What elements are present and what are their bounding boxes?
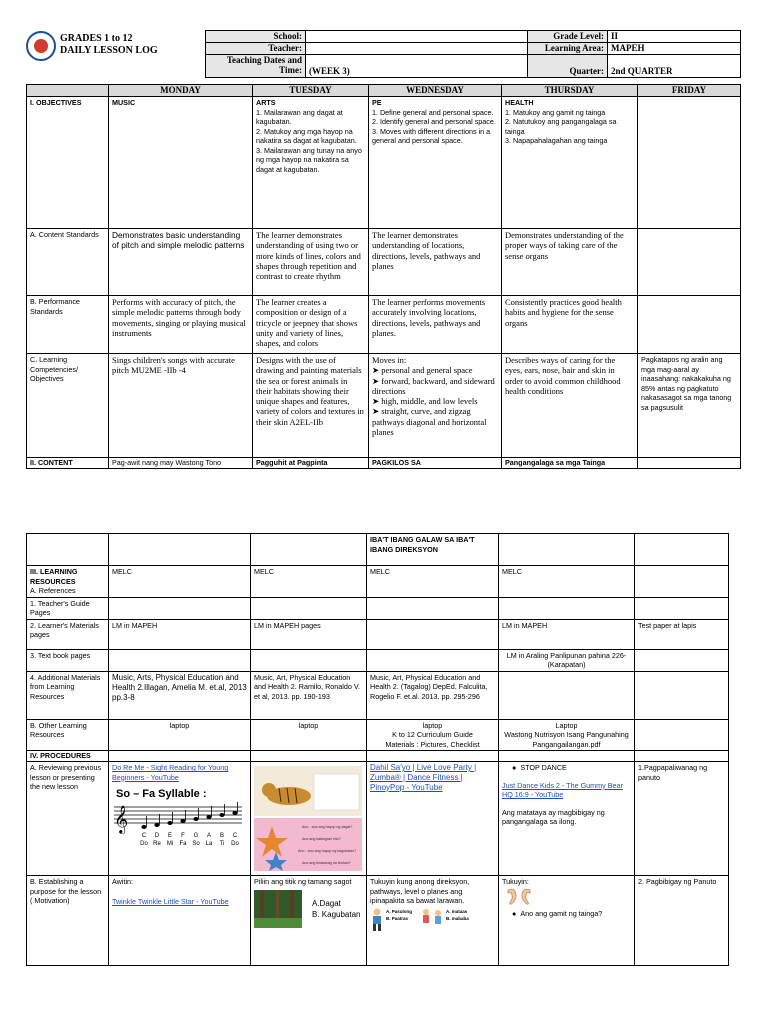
performance-standards-wednesday: The learner performs movements accurately involving locations, directions, levels, pathways and planes. [369,296,502,354]
learners-materials-thursday: LM in MAPEH [499,619,635,649]
solfa-note [167,821,172,825]
other-resources-thursday: Laptop Wastong Nutrisyon Isang Pangunahing Pangangailangan.pdf [499,719,635,751]
performance-standards-tuesday: The learner creates a composition or design of a tricycle or jeepney that shows unity and variety of lines, shapes, and colors [253,296,369,354]
objectives-friday [638,97,741,229]
ear-question-text: Ano ang gamit ng tainga? [520,909,603,918]
grade-level-value: II [608,31,741,43]
teacher-value [306,43,528,55]
performance-standards-monday: Performs with accuracy of pitch, the simple melodic patterns through body movements, singing or playing musical instruments [109,296,253,354]
reviewing-wednesday [367,762,499,876]
additional-materials-wednesday: Music, Art, Physical Education and Health 2. (Tagalog) DepEd. Falculita, Rogelio F. et.al. 2013. pp. 295-296 [367,671,499,719]
purpose-wednesday-text: Tukuyin kung anong direksyon, pathways, level o planes ang ipinapakita sa bawat larawan. [370,877,470,905]
solfa-title: So – Fa Syllable : [116,788,207,800]
purpose-wednesday [367,876,499,966]
resources-monday: MELC [109,566,251,598]
learners-materials-label: 2. Learner's Materials pages [27,619,109,649]
competencies-wed-item-text: forward, backward, and sideward directions [372,375,495,396]
other-resources-wednesday: laptop K to 12 Curriculum Guide Materials : Pictures, Checklist [367,719,499,751]
teaching-dates-label: Teaching Dates and Time: [206,55,306,78]
resources-row [27,566,729,598]
content-cont-tuesday [251,534,367,566]
competencies-monday: Sings children's songs with accurate pitch MU2ME -IIb -4 [109,354,253,458]
solfa-syllable-label: Fa [179,841,187,847]
textbook-label: 3. Text book pages [27,649,109,671]
content-tuesday: Pagguhit at Pagpinta [253,458,369,469]
teachers-guide-monday [109,597,251,619]
performance-standards-row [27,296,741,354]
animals-q3: Ano - ano ang hayop ng kagubatan? [298,849,357,853]
other-resources-monday: laptop [109,719,251,751]
objectives-thursday [502,97,638,229]
animals-q2: Ano ang katangian nito? [302,837,341,841]
title-line-1: GRADES 1 to 12 [60,33,133,44]
content-standards-row [27,229,741,296]
textbook-tuesday [251,649,367,671]
content-friday [638,458,741,469]
content-continued-row [27,534,729,566]
solfa-syllable-label: Do [231,841,239,847]
corner-cell [27,85,109,97]
purpose-label: B. Establishing a purpose for the lesson ( Motivation) [27,876,109,966]
day-friday: FRIDAY [638,85,741,97]
quarter-value: 2nd QUARTER [608,55,741,78]
content-cont-friday [635,534,729,566]
wed-option-pasulong: A. Pasulong [386,908,413,914]
teacher-label: Teacher: [206,43,306,55]
additional-materials-row [27,671,729,719]
competencies-thursday: Describes ways of caring for the eyes, ears, nose, hair and skin in order to avoid common childhood health conditions [502,354,638,458]
content-wednesday: PAGKILOS SA [369,458,502,469]
wed-option-paatras: B. Paatras [386,915,409,921]
competencies-wednesday-title: Moves in: [372,355,407,365]
solfa-syllable-image [112,785,246,849]
day-wednesday: WEDNESDAY [369,85,502,97]
header-info-table [205,30,741,78]
wed-option-mababa: B. mababa [446,915,469,921]
purpose-monday-text: Awitin: [112,877,134,886]
content-cont-monday [109,534,251,566]
solfa-note [141,825,146,829]
twinkle-link[interactable]: Twinkle Twinkle Little Star - YouTube [112,896,229,906]
reviewing-friday: 1.Pagpapaliwanag ng panuto [635,762,729,876]
reviewing-row [27,762,729,876]
teachers-guide-wednesday [367,597,499,619]
title-line-2: DAILY LESSON LOG [60,45,158,56]
references-label: A. References [30,586,76,595]
learners-materials-monday: LM in MAPEH [109,619,251,649]
performance-standards-thursday: Consistently practices good health habits and hygiene for the sense organs [502,296,638,354]
purpose-tuesday [251,876,367,966]
wed-option-mataas: A. mataas [446,908,468,914]
solfa-note-letter: A [206,833,212,839]
school-label: School: [206,31,306,43]
additional-materials-friday [635,671,729,719]
resources-title: III. LEARNING RESOURCES [30,567,78,586]
do-re-me-link[interactable]: Do Re Me - Sight Reading for Young Beginners - YouTube [112,763,229,782]
objectives-tuesday-text: 1. Mailarawan ang dagat at kagubatan. 2. Matukoy ang mga hayop na nakatira sa dagat at kagubatan. 3. Mailarawan ang tunay na anyo ng mga hayop na nakatira sa dagat at kagubatan. [256,107,362,174]
content-standards-label: A. Content Standards [27,229,109,296]
additional-materials-monday: Music, Arts, Physical Education and Health 2.Illagan, Amelia M. et.al, 2013 pp.3-8 [109,671,251,719]
additional-materials-tuesday: Music, Art, Physical Education and Health 2. Ramilo, Ronaldo V. et al, 2013. pp. 190-193 [251,671,367,719]
competencies-wed-item-text: high, middle, and low levels [381,396,478,407]
procedures-thursday [499,751,635,762]
teachers-guide-friday [635,597,729,619]
content-cont-thursday [499,534,635,566]
objectives-tuesday [253,97,369,229]
stop-dance-text: STOP DANCE [520,763,567,772]
competencies-wed-item-text: personal and general space [381,365,473,376]
procedures-wednesday [367,751,499,762]
purpose-friday: 2. Pagbibigay ng Panuto [635,876,729,966]
learners-materials-wednesday [367,619,499,649]
purpose-monday [109,876,251,966]
solfa-note-letter: F [181,833,185,839]
teachers-guide-label: 1. Teacher's Guide Pages [27,597,109,619]
solfa-note-letter: C [141,833,147,839]
textbook-friday [635,649,729,671]
solfa-syllable-label: La [205,841,213,847]
competencies-wed-item-text: straight, curve, and zigzag pathways diagonal and horizontal planes [372,406,487,438]
learners-materials-friday: Test paper at lapis [635,619,729,649]
day-thursday: THURSDAY [502,85,638,97]
objectives-wednesday-text: 1. Define general and personal space. 2. Identify general and personal space. 3. Moves with different directions in a general and personal space. [372,107,496,145]
reviewing-thursday [499,762,635,876]
days-header-row [27,85,741,97]
svg-text:𝄞: 𝄞 [114,805,129,833]
competencies-label: C. Learning Competencies/ Objectives [27,354,109,458]
solfa-syllable-label: Re [153,841,161,847]
purpose-tuesday-text: Piliin ang titik ng tamang sagot [254,877,352,886]
competencies-wed-item: ➤ forward, backward, and sideward directions [372,375,495,396]
teaching-dates-value: (WEEK 3) [306,55,528,78]
solfa-note [180,819,185,823]
content-standards-tuesday: The learner demonstrates understanding of using two or more kinds of lines, colors and shapes through repetition and contrast to create rhythm [253,229,369,296]
teachers-guide-thursday [499,597,635,619]
solfa-note [206,815,211,819]
procedures-tuesday [251,751,367,762]
objectives-tuesday-title: ARTS [256,98,276,107]
solfa-syllable-label: Mi [166,841,174,847]
performance-standards-label: B. Performance Standards [27,296,109,354]
purpose-thursday-text: Tukuyin: [502,877,529,886]
other-resources-label: B. Other Learning Resources [27,719,109,751]
learners-materials-row [27,619,729,649]
animals-image [254,766,362,871]
other-resources-row [27,719,729,751]
competencies-wed-item: ➤ personal and general space [372,365,473,376]
purpose-thursday [499,876,635,966]
reviewing-thursday-text: Ang matataya ay magbibigay ng pangangalaga sa ilong. [502,807,605,826]
reviewing-tuesday [251,762,367,876]
procedures-row [27,751,729,762]
animals-q4: Ano ang tinatawag na tirahan? [302,861,351,865]
content-row [27,458,741,469]
just-dance-link[interactable]: Just Dance Kids 2 - The Gummy Bear HQ 16:9 - YouTube [502,780,623,799]
other-resources-friday [635,719,729,751]
competencies-friday: Pagkatapos ng aralin ang mga mag-aaral ay inaasahang: nakakakuha ng 85% antas ng pagkatuto nakasasagot sa mga tanong sa pagsusulit [638,354,741,458]
resources-friday [635,566,729,598]
ears-icon [504,887,534,907]
content-standards-friday [638,229,741,296]
content-standards-monday: Demonstrates basic understanding of pitch and simple melodic patterns [109,229,253,296]
deped-seal-icon [26,31,56,61]
competencies-tuesday: Designs with the use of drawing and painting materials the sea or forest animals in their habitats showing their unique shapes and features, variety of colors and textures in their skin A2EL-IIb [253,354,369,458]
objectives-wednesday-title: PE [372,98,382,107]
solfa-note-letter: B [219,833,225,839]
solfa-note-letter: D [154,833,160,839]
day-tuesday: TUESDAY [253,85,369,97]
child-walking-icon [370,908,384,932]
solfa-syllable-label: So [192,841,200,847]
objectives-thursday-title: HEALTH [505,98,534,107]
competencies-wed-item: ➤ straight, curve, and zigzag pathways diagonal and horizontal planes [372,406,487,438]
children-jumping-icon [420,908,444,930]
lesson-table-bottom [26,533,729,966]
resources-wednesday: MELC [367,566,499,598]
procedures-monday [109,751,251,762]
dahil-sayo-link[interactable]: Dahil Sa'yo | Live Love Party | Zumba® | Dance Fitness | PinoyPop - YouTube [370,763,477,792]
content-standards-thursday: Demonstrates understanding of the proper ways of taking care of the sense organs [502,229,638,296]
textbook-thursday: LM in Araling Panlipunan pahina 226-(Karapatan) [499,649,635,671]
school-value [306,31,528,43]
option-b-kagubatan: B. Kagubatan [312,909,361,919]
competencies-wednesday [369,354,502,458]
lesson-table-top [26,84,741,469]
solfa-note [154,823,159,827]
stop-dance-bullet: ● STOP DANCE [512,763,567,772]
procedures-friday [635,751,729,762]
objectives-monday: MUSIC [109,97,253,229]
learners-materials-tuesday: LM in MAPEH pages [251,619,367,649]
other-resources-tuesday: laptop [251,719,367,751]
solfa-syllable-label: Ti [219,841,225,847]
quarter-label: Quarter: [528,55,608,78]
resources-label [27,566,109,598]
grade-level-label: Grade Level: [528,31,608,43]
content-monday: Pag-awit nang may Wastong Tono [109,458,253,469]
objectives-thursday-text: 1. Matukoy ang gamit ng tainga 2. Natutukoy ang pangangalaga sa tainga 3. Napapahalagahan ang tainga [505,107,617,145]
objectives-label: I. OBJECTIVES [27,97,109,229]
reviewing-label: A. Reviewing previous lesson or presenting the new lesson [27,762,109,876]
solfa-syllable-label: Do [140,841,148,847]
learning-area-value: MAPEH [608,43,741,55]
procedures-label: IV. PROCEDURES [27,751,109,762]
solfa-note-letter: E [167,833,173,839]
objectives-wednesday [369,97,502,229]
solfa-note-letter: C [232,833,238,839]
teachers-guide-tuesday [251,597,367,619]
content-standards-wednesday: The learner demonstrates understanding of locations, directions, levels, pathways and planes [369,229,502,296]
competencies-wed-item: ➤ high, middle, and low levels [372,396,478,407]
content-cont-label [27,534,109,566]
solfa-note-letter: G [193,833,199,839]
option-a-dagat: A.Dagat [312,898,341,908]
objectives-row [27,97,741,229]
resources-tuesday: MELC [251,566,367,598]
forest-image [254,890,302,928]
textbook-monday [109,649,251,671]
textbook-wednesday [367,649,499,671]
animals-q1: Ano - ano ang hayop ng dagat? [302,825,353,829]
content-cont-wednesday: IBA'T IBANG GALAW SA IBA'T IBANG DIREKSYON [367,534,499,566]
ear-question-bullet: ● Ano ang gamit ng tainga? [512,909,603,918]
solfa-note [219,813,224,817]
learning-area-label: Learning Area: [528,43,608,55]
additional-materials-label: 4. Additional Materials from Learning Resources [27,671,109,719]
performance-standards-friday [638,296,741,354]
day-monday: MONDAY [109,85,253,97]
purpose-row [27,876,729,966]
reviewing-monday [109,762,251,876]
content-thursday: Pangangalaga sa mga Tainga [502,458,638,469]
competencies-row [27,354,741,458]
resources-thursday: MELC [499,566,635,598]
additional-materials-thursday [499,671,635,719]
content-label: II. CONTENT [27,458,109,469]
textbook-row [27,649,729,671]
solfa-note [193,817,198,821]
solfa-note [232,811,237,815]
teachers-guide-row [27,597,729,619]
document-title [60,33,158,57]
